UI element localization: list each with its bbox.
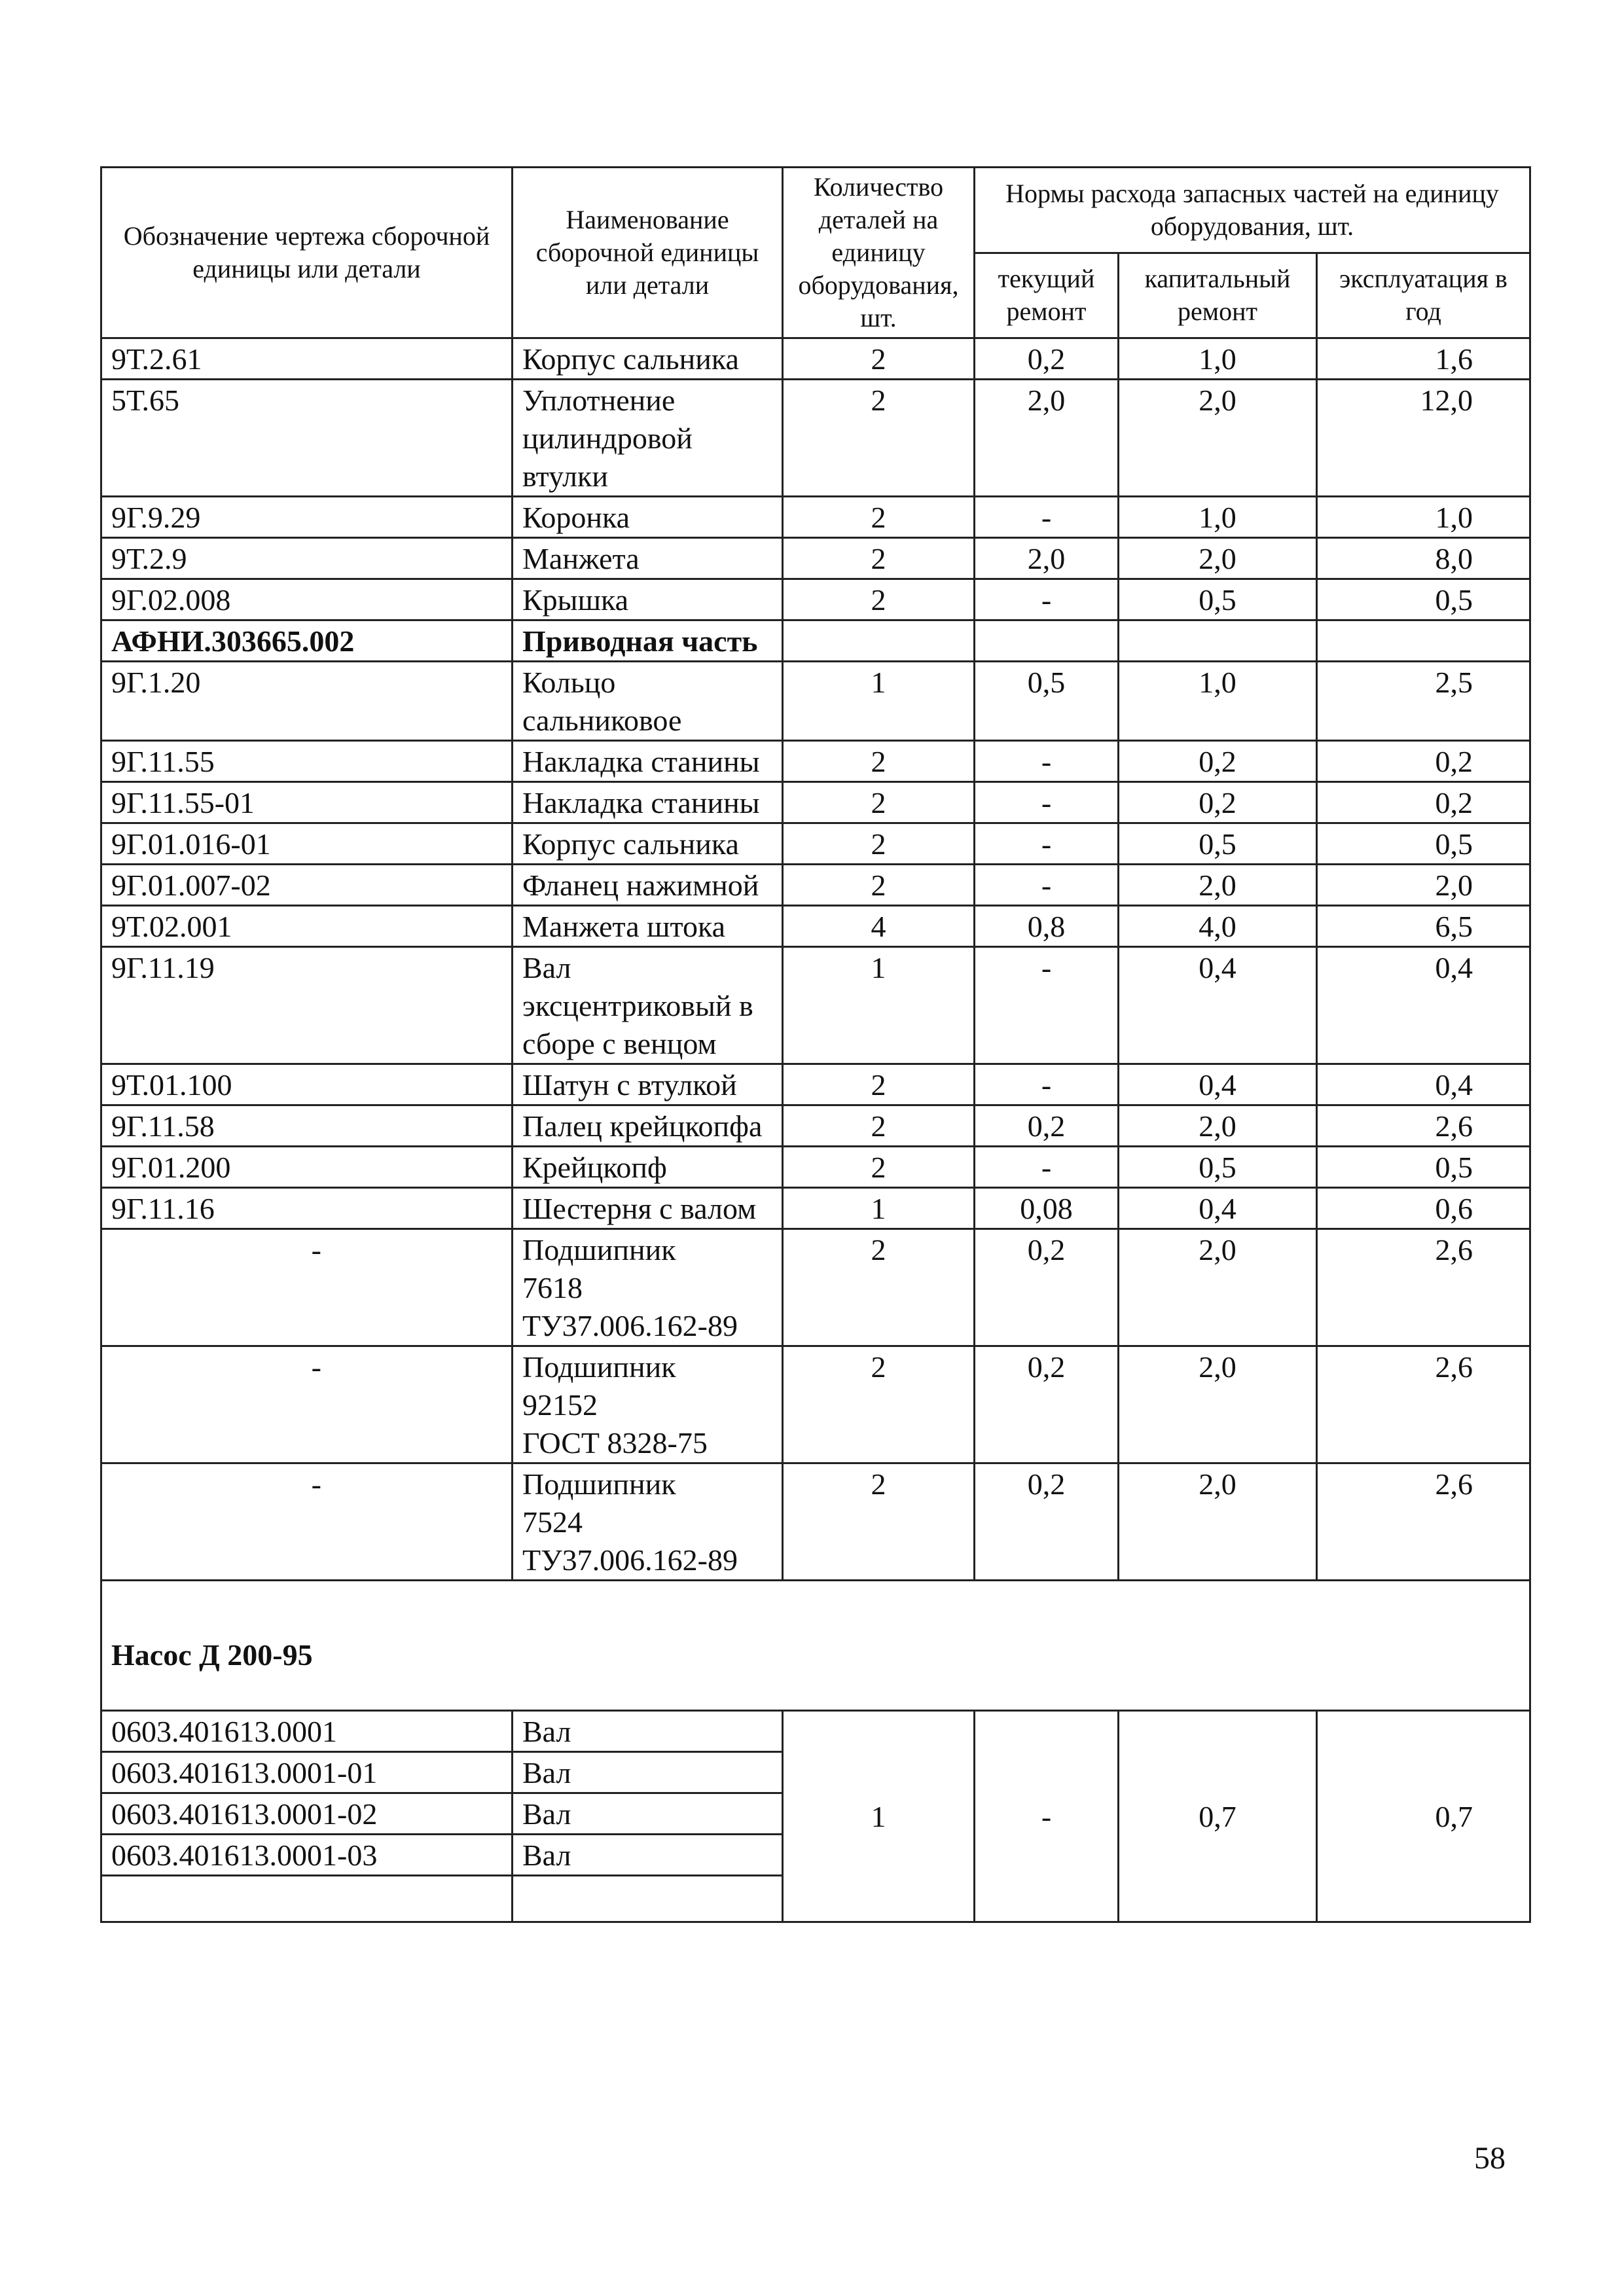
cell-qty: 2 xyxy=(783,338,975,380)
name-line: Подшипник xyxy=(522,1350,676,1384)
cell-code: 5Т.65 xyxy=(101,380,513,497)
section-title: Насос Д 200-95 xyxy=(101,1581,1530,1711)
page-number: 58 xyxy=(1474,2141,1506,2176)
cell-name: Вал xyxy=(513,1793,783,1835)
cell-qty: 2 xyxy=(783,1064,975,1105)
cell-current: 0,08 xyxy=(975,1188,1119,1229)
table-row xyxy=(101,782,1530,823)
cell-year: 1,6 xyxy=(1317,338,1530,380)
cell-current: - xyxy=(975,1147,1119,1188)
cell-code: 9Г.11.58 xyxy=(101,1105,513,1147)
table-row xyxy=(101,823,1530,865)
cell-current: - xyxy=(975,1064,1119,1105)
cell-code: 9Г.11.55-01 xyxy=(101,782,513,823)
cell-name: Крышка xyxy=(513,579,783,620)
cell-qty: 2 xyxy=(783,865,975,906)
cell-current: - xyxy=(975,823,1119,865)
cell-capital: 0,2 xyxy=(1119,741,1317,782)
table-row xyxy=(101,741,1530,782)
cell-name: Корпус сальника xyxy=(513,338,783,380)
cell-qty: 2 xyxy=(783,1147,975,1188)
cell-capital: 0,5 xyxy=(1119,1147,1317,1188)
cell-year: 1,0 xyxy=(1317,497,1530,538)
cell-capital: 0,4 xyxy=(1119,947,1317,1064)
cell-qty: 2 xyxy=(783,1105,975,1147)
cell-year: 0,6 xyxy=(1317,1188,1530,1229)
cell-current: 0,2 xyxy=(975,1346,1119,1463)
cell-code: 0603.401613.0001-01 xyxy=(101,1752,513,1793)
cell-name: Уплотнение цилиндровой втулки xyxy=(513,380,783,497)
cell-name: Вал xyxy=(513,1752,783,1793)
cell-capital: 0,4 xyxy=(1119,1188,1317,1229)
name-line: ГОСТ 8328-75 xyxy=(522,1426,708,1460)
cell-code: 9Г.01.007-02 xyxy=(101,865,513,906)
cell-name: Вал xyxy=(513,1835,783,1876)
cell-name: Кольцо сальниковое xyxy=(513,662,783,741)
cell-capital: 4,0 xyxy=(1119,906,1317,947)
cell-qty: 2 xyxy=(783,538,975,579)
cell-name: Шатун с втулкой xyxy=(513,1064,783,1105)
cell-current: 2,0 xyxy=(975,380,1119,497)
cell-current: 0,5 xyxy=(975,662,1119,741)
cell-code: 9Т.2.9 xyxy=(101,538,513,579)
cell-qty: 1 xyxy=(783,947,975,1064)
cell-code: 9Г.02.008 xyxy=(101,579,513,620)
cell-capital: 2,0 xyxy=(1119,1346,1317,1463)
cell-name: Манжета xyxy=(513,538,783,579)
table-row xyxy=(101,1188,1530,1229)
cell-capital: 2,0 xyxy=(1119,865,1317,906)
header-drawing-code: Обозначение чертежа сборочной единицы или детали xyxy=(101,168,513,338)
cell-current: - xyxy=(975,741,1119,782)
table-row xyxy=(101,662,1530,741)
cell-name xyxy=(513,1463,783,1581)
cell-current: - xyxy=(975,1711,1119,1922)
cell-code: 0603.401613.0001 xyxy=(101,1711,513,1752)
cell-qty: 1 xyxy=(783,662,975,741)
cell-current xyxy=(975,620,1119,662)
cell-capital: 2,0 xyxy=(1119,1229,1317,1346)
cell-capital: 2,0 xyxy=(1119,538,1317,579)
cell-year: 0,5 xyxy=(1317,1147,1530,1188)
cell-code: АФНИ.303665.002 xyxy=(101,620,513,662)
cell-capital: 2,0 xyxy=(1119,1463,1317,1581)
cell-qty: 2 xyxy=(783,579,975,620)
cell-year: 6,5 xyxy=(1317,906,1530,947)
table-row xyxy=(101,1105,1530,1147)
cell-code: - xyxy=(101,1229,513,1346)
table-row xyxy=(101,947,1530,1064)
cell-code: 9Т.02.001 xyxy=(101,906,513,947)
cell-capital: 1,0 xyxy=(1119,338,1317,380)
cell-code: 9Г.11.55 xyxy=(101,741,513,782)
table-row xyxy=(101,1064,1530,1105)
cell-capital xyxy=(1119,620,1317,662)
cell-year: 2,0 xyxy=(1317,865,1530,906)
cell-qty: 2 xyxy=(783,1229,975,1346)
cell-name xyxy=(513,1346,783,1463)
cell-year: 2,6 xyxy=(1317,1346,1530,1463)
cell-code: 9Г.1.20 xyxy=(101,662,513,741)
cell-year: 12,0 xyxy=(1317,380,1530,497)
cell-current: - xyxy=(975,865,1119,906)
header-capital-repair: капитальный ремонт xyxy=(1119,253,1317,338)
spare-parts-table xyxy=(100,166,1531,1923)
header-current-repair: текущий ремонт xyxy=(975,253,1119,338)
cell-year: 2,5 xyxy=(1317,662,1530,741)
header-norms: Нормы расхода запасных частей на единицу оборудования, шт. xyxy=(975,168,1530,253)
cell-year: 0,4 xyxy=(1317,1064,1530,1105)
cell-name: Вал xyxy=(513,1711,783,1752)
cell-name: Шестерня с валом xyxy=(513,1188,783,1229)
cell-year: 2,6 xyxy=(1317,1229,1530,1346)
cell-qty: 4 xyxy=(783,906,975,947)
cell-name: Коронка xyxy=(513,497,783,538)
cell-code: 9Т.2.61 xyxy=(101,338,513,380)
cell-name: Накладка станины xyxy=(513,741,783,782)
cell-year: 0,4 xyxy=(1317,947,1530,1064)
cell-qty: 2 xyxy=(783,380,975,497)
cell-empty xyxy=(101,1876,513,1922)
cell-name: Фланец нажимной xyxy=(513,865,783,906)
cell-year: 2,6 xyxy=(1317,1463,1530,1581)
cell-year: 2,6 xyxy=(1317,1105,1530,1147)
cell-qty: 2 xyxy=(783,497,975,538)
cell-qty: 2 xyxy=(783,741,975,782)
table-row xyxy=(101,1711,1530,1752)
name-line: ТУ37.006.162-89 xyxy=(522,1309,738,1342)
table-row xyxy=(101,338,1530,380)
cell-qty: 2 xyxy=(783,1346,975,1463)
cell-current: - xyxy=(975,497,1119,538)
table-row xyxy=(101,380,1530,497)
cell-year: 0,5 xyxy=(1317,823,1530,865)
cell-code: 9Г.01.016-01 xyxy=(101,823,513,865)
cell-code: - xyxy=(101,1463,513,1581)
cell-current: 0,2 xyxy=(975,338,1119,380)
cell-year: 0,5 xyxy=(1317,579,1530,620)
cell-year: 0,7 xyxy=(1317,1711,1530,1922)
cell-code: 9Г.01.200 xyxy=(101,1147,513,1188)
name-line: 7618 xyxy=(522,1271,583,1304)
cell-current: - xyxy=(975,947,1119,1064)
table-row-bearing xyxy=(101,1463,1530,1581)
cell-qty xyxy=(783,620,975,662)
cell-current: - xyxy=(975,579,1119,620)
cell-capital: 0,5 xyxy=(1119,579,1317,620)
cell-name: Накладка станины xyxy=(513,782,783,823)
cell-capital: 0,4 xyxy=(1119,1064,1317,1105)
table-row-bearing xyxy=(101,1346,1530,1463)
cell-qty: 2 xyxy=(783,782,975,823)
table-row-bearing xyxy=(101,1229,1530,1346)
cell-current: 2,0 xyxy=(975,538,1119,579)
cell-qty: 2 xyxy=(783,823,975,865)
table-row xyxy=(101,538,1530,579)
cell-code: 9Г.11.16 xyxy=(101,1188,513,1229)
cell-capital: 1,0 xyxy=(1119,662,1317,741)
cell-name: Корпус сальника xyxy=(513,823,783,865)
cell-code: 9Г.11.19 xyxy=(101,947,513,1064)
cell-capital: 0,7 xyxy=(1119,1711,1317,1922)
name-line: 7524 xyxy=(522,1505,583,1539)
cell-name: Вал эксцентриковый в сборе с венцом xyxy=(513,947,783,1064)
cell-name: Приводная часть xyxy=(513,620,783,662)
header-quantity: Количество деталей на единицу оборудования, шт. xyxy=(783,168,975,338)
table-row xyxy=(101,497,1530,538)
cell-code: - xyxy=(101,1346,513,1463)
cell-code: 0603.401613.0001-02 xyxy=(101,1793,513,1835)
name-line: Подшипник xyxy=(522,1233,676,1266)
cell-name: Крейцкопф xyxy=(513,1147,783,1188)
cell-year: 0,2 xyxy=(1317,782,1530,823)
table-row-assembly-heading xyxy=(101,620,1530,662)
cell-current: 0,8 xyxy=(975,906,1119,947)
header-operation-year: эксплуатация в год xyxy=(1317,253,1530,338)
table-row xyxy=(101,1147,1530,1188)
name-line: 92152 xyxy=(522,1388,598,1422)
cell-qty: 1 xyxy=(783,1711,975,1922)
cell-code: 9Г.9.29 xyxy=(101,497,513,538)
cell-capital: 0,2 xyxy=(1119,782,1317,823)
table-row xyxy=(101,579,1530,620)
cell-qty: 1 xyxy=(783,1188,975,1229)
name-line: Подшипник xyxy=(522,1467,676,1501)
cell-name: Палец крейцкопфа xyxy=(513,1105,783,1147)
name-line: ТУ37.006.162-89 xyxy=(522,1543,738,1577)
cell-qty: 2 xyxy=(783,1463,975,1581)
cell-capital: 0,5 xyxy=(1119,823,1317,865)
section-heading-row xyxy=(101,1581,1530,1711)
table-header-row xyxy=(101,168,1530,253)
cell-code: 0603.401613.0001-03 xyxy=(101,1835,513,1876)
cell-current: - xyxy=(975,782,1119,823)
cell-capital: 1,0 xyxy=(1119,497,1317,538)
table-row xyxy=(101,906,1530,947)
cell-code: 9Т.01.100 xyxy=(101,1064,513,1105)
cell-name xyxy=(513,1229,783,1346)
cell-current: 0,2 xyxy=(975,1105,1119,1147)
cell-capital: 2,0 xyxy=(1119,1105,1317,1147)
cell-year: 0,2 xyxy=(1317,741,1530,782)
cell-empty xyxy=(513,1876,783,1922)
cell-year xyxy=(1317,620,1530,662)
cell-current: 0,2 xyxy=(975,1229,1119,1346)
cell-year: 8,0 xyxy=(1317,538,1530,579)
table-row xyxy=(101,865,1530,906)
cell-name: Манжета штока xyxy=(513,906,783,947)
header-unit-name: Наименование сборочной единицы или детали xyxy=(513,168,783,338)
cell-current: 0,2 xyxy=(975,1463,1119,1581)
cell-capital: 2,0 xyxy=(1119,380,1317,497)
